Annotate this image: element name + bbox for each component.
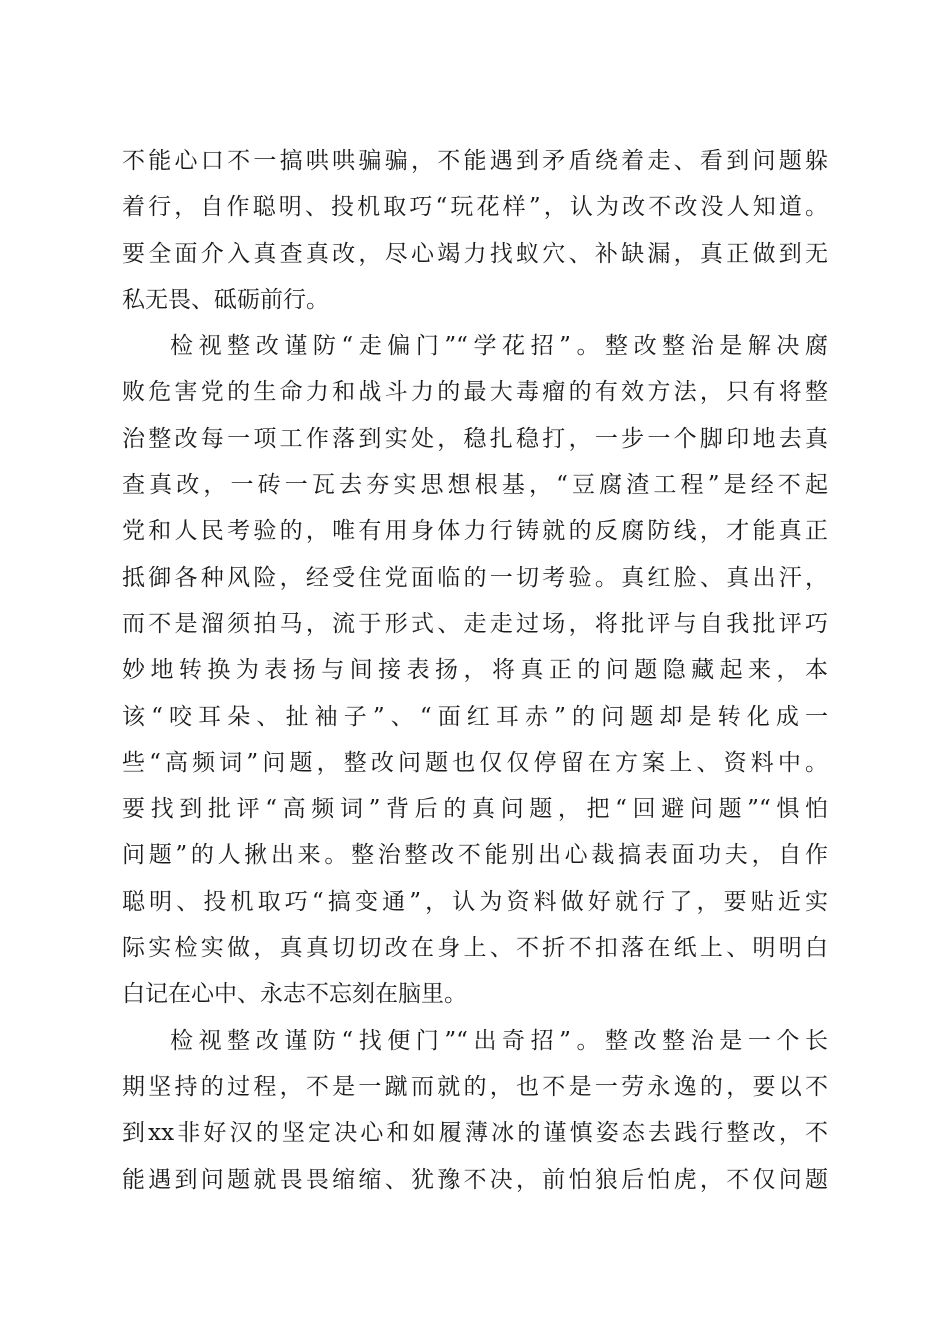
text-line: 私无畏、砥砺前行。 [122, 286, 329, 313]
text-line: 期坚持的过程，不是一蹴而就的，也不是一劳永逸的，要以不 [122, 1073, 828, 1100]
text-line: 要找到批评“高频词”背后的真问题，把“回避问题”“惧怕 [122, 796, 828, 823]
text-line: 不能心口不一搞哄哄骗骗，不能遇到矛盾绕着走、看到问题躲 [122, 148, 828, 174]
text-line: 妙地转换为表扬与间接表扬，将真正的问题隐藏起来，本 [122, 657, 828, 684]
text-line: 检视整改谨防“走偏门”“学花招”。整改整治是解决腐 [170, 333, 828, 360]
text-line: 败危害党的生命力和战斗力的最大毒瘤的有效方法，只有将整 [122, 379, 828, 406]
text-line: 而不是溜须拍马，流于形式、走走过场，将批评与自我批评巧 [122, 610, 828, 637]
text-line: 查真改，一砖一瓦去夯实思想根基，“豆腐渣工程”是经不起 [122, 472, 828, 499]
paragraph-1 [122, 138, 828, 323]
text-line: 聪明、投机取巧“搞变通”，认为资料做好就行了，要贴近实 [122, 888, 828, 915]
text-line: 际实检实做，真真切切改在身上、不折不扣落在纸上、明明白 [122, 935, 828, 962]
text-line: 能遇到问题就畏畏缩缩、犹豫不决，前怕狼后怕虎，不仅问题 [122, 1166, 828, 1193]
text-line: 该“咬耳朵、扯袖子”、“面红耳赤”的问题却是转化成一 [122, 703, 828, 730]
paragraph-2 [122, 323, 828, 1017]
text-line: 白记在心中、永志不忘刻在脑里。 [122, 981, 467, 1008]
text-line: 问题”的人揪出来。整治整改不能别出心裁搞表面功夫，自作 [122, 842, 828, 869]
document-body [122, 138, 828, 1203]
text-line: 检视整改谨防“找便门”“出奇招”。整改整治是一个长 [170, 1027, 828, 1054]
text-line: 着行，自作聪明、投机取巧“玩花样”，认为改不改没人知道。 [122, 194, 828, 221]
text-line: 到xx非好汉的坚定决心和如履薄冰的谨慎姿态去践行整改，不 [122, 1120, 828, 1147]
text-line: 要全面介入真查真改，尽心竭力找蚁穴、补缺漏，真正做到无 [122, 240, 828, 267]
text-line: 抵御各种风险，经受住党面临的一切考验。真红脸、真出汗， [122, 564, 828, 591]
text-line: 党和人民考验的，唯有用身体力行铸就的反腐防线，才能真正 [122, 518, 828, 545]
text-line: 治整改每一项工作落到实处，稳扎稳打，一步一个脚印地去真 [122, 425, 828, 452]
text-line: 些“高频词”问题，整改问题也仅仅停留在方案上、资料中。 [122, 749, 828, 776]
paragraph-3 [122, 1018, 828, 1203]
